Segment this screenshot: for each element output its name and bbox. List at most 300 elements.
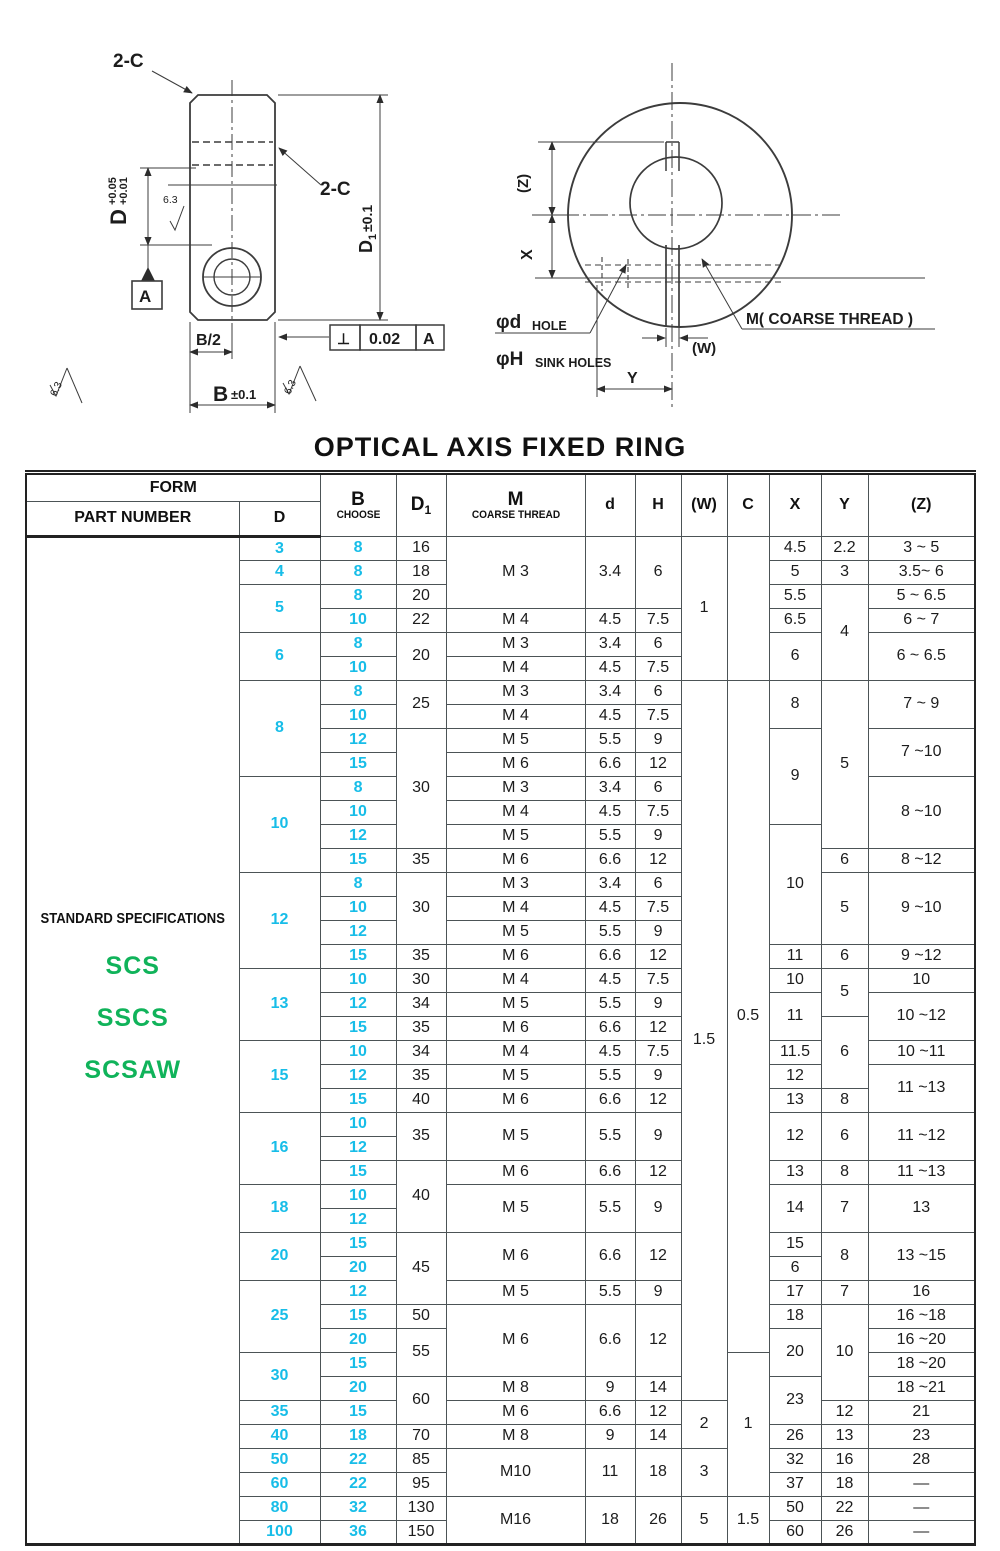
table-cell: M 5 <box>446 729 585 753</box>
dim-d-tol-top: +0.05 <box>107 177 119 205</box>
table-cell: 7.5 <box>635 1041 681 1065</box>
table-cell: 8 <box>320 777 396 801</box>
table-cell: M 5 <box>446 993 585 1017</box>
table-cell: 14 <box>635 1425 681 1449</box>
dim-y-label: Y <box>627 370 638 387</box>
table-cell: 8 <box>320 537 396 561</box>
table-cell: 5.5 <box>585 993 635 1017</box>
table-cell: 10 <box>821 1305 868 1401</box>
table-cell: 8 ~10 <box>868 777 975 849</box>
table-cell: 4.5 <box>585 897 635 921</box>
table-cell: 15 <box>320 945 396 969</box>
table-cell: 9 <box>635 1281 681 1305</box>
table-cell: 10 <box>320 1041 396 1065</box>
table-cell: 12 <box>320 921 396 945</box>
table-cell: 8 ~12 <box>868 849 975 873</box>
header-m <box>446 473 585 537</box>
table-cell: 6 <box>769 1257 821 1281</box>
table-cell: 4 <box>821 585 868 681</box>
table-cell: 6.6 <box>585 945 635 969</box>
table-cell: 23 <box>769 1377 821 1425</box>
finish-value-1: 6.3 <box>163 194 178 206</box>
table-cell: 3 <box>821 561 868 585</box>
table-cell: 36 <box>320 1521 396 1545</box>
table-cell: — <box>868 1473 975 1497</box>
table-cell: 6.6 <box>585 753 635 777</box>
table-cell: 7.5 <box>635 657 681 681</box>
table-cell: 6 <box>769 633 821 681</box>
header-m-letter: M <box>507 488 524 510</box>
table-cell: M 4 <box>446 609 585 633</box>
table-cell: 12 <box>635 1401 681 1425</box>
hole-h-symbol: φH <box>496 349 524 370</box>
dim-d-letter: D <box>106 209 131 225</box>
table-cell: 3.4 <box>585 537 635 609</box>
table-cell: 13 <box>868 1185 975 1233</box>
table-cell: 11 <box>769 945 821 969</box>
dim-d1-sub: 1 <box>367 233 379 240</box>
header-c: C <box>727 473 769 537</box>
table-cell: 7 <box>821 1281 868 1305</box>
table-body <box>26 537 975 1545</box>
table-cell: 15 <box>320 1089 396 1113</box>
table-cell: 4.5 <box>585 969 635 993</box>
table-cell: 40 <box>396 1089 446 1113</box>
header-d-small: d <box>585 473 635 537</box>
table-cell: 10 <box>320 609 396 633</box>
table-cell: 7.5 <box>635 897 681 921</box>
table-cell: 6 <box>635 777 681 801</box>
table-cell: M 6 <box>446 1161 585 1185</box>
table-cell: 9 ~10 <box>868 873 975 945</box>
table-cell: 7.5 <box>635 801 681 825</box>
table-cell: 3 <box>681 1449 727 1497</box>
table-cell: 6.6 <box>585 1401 635 1425</box>
table-cell: 3 ~ 5 <box>868 537 975 561</box>
dim-d-label <box>106 177 131 225</box>
table-cell: 10 <box>769 969 821 993</box>
table-cell: 12 <box>635 1305 681 1377</box>
dim-d-tol-bottom: +0.01 <box>118 177 130 205</box>
table-cell: 60 <box>396 1377 446 1425</box>
table-cell: 6 ~ 7 <box>868 609 975 633</box>
table-cell: 12 <box>635 945 681 969</box>
table-cell: M 6 <box>446 945 585 969</box>
form-code: SSCS <box>96 1003 169 1032</box>
table-cell: 4.5 <box>585 801 635 825</box>
specification-table <box>25 470 976 1546</box>
table-cell: 35 <box>396 849 446 873</box>
table-cell: 30 <box>396 729 446 849</box>
table-cell: 13 <box>239 969 320 1041</box>
table-cell: 10 ~12 <box>868 993 975 1041</box>
table-cell: M 3 <box>446 633 585 657</box>
table-cell: 30 <box>239 1353 320 1401</box>
standard-specifications-title: STANDARD SPECIFICATIONS <box>40 910 225 927</box>
table-cell: 15 <box>769 1233 821 1257</box>
table-cell: 12 <box>769 1065 821 1089</box>
table-cell: 0.5 <box>727 681 769 1353</box>
table-cell: 9 <box>769 729 821 825</box>
table-cell: 10 <box>239 777 320 873</box>
table-cell: 30 <box>396 873 446 945</box>
table-cell: 2 <box>681 1401 727 1449</box>
table-cell: 6 <box>635 873 681 897</box>
table-cell: 20 <box>320 1329 396 1353</box>
table-cell: 35 <box>239 1401 320 1425</box>
fcf-tolerance: 0.02 <box>369 331 401 348</box>
table-cell: 5.5 <box>769 585 821 609</box>
table-cell: 6 <box>821 945 868 969</box>
table-cell: 12 <box>635 753 681 777</box>
table-cell: 8 <box>320 585 396 609</box>
table-cell: 35 <box>396 1017 446 1041</box>
table-cell: 13 <box>769 1089 821 1113</box>
table-cell: 5 <box>239 585 320 633</box>
table-cell: 15 <box>239 1041 320 1113</box>
table-cell: 6 <box>821 1017 868 1089</box>
table-cell: M 6 <box>446 1401 585 1425</box>
table-cell: 26 <box>769 1425 821 1449</box>
table-cell: 20 <box>320 1257 396 1281</box>
table-cell: 7.5 <box>635 705 681 729</box>
table-cell: 12 <box>635 1089 681 1113</box>
header-b-letter: B <box>351 488 365 510</box>
table-cell: 10 <box>320 657 396 681</box>
table-cell: 6 <box>635 633 681 657</box>
table-cell: M 5 <box>446 1281 585 1305</box>
table-cell: 4.5 <box>585 657 635 681</box>
table-cell: 10 <box>320 969 396 993</box>
table-cell: 16 ~20 <box>868 1329 975 1353</box>
table-cell: 4.5 <box>769 537 821 561</box>
table-cell: 5.5 <box>585 921 635 945</box>
table-cell: 20 <box>396 633 446 681</box>
table-cell: 50 <box>769 1497 821 1521</box>
table-cell: 15 <box>320 1017 396 1041</box>
table-cell: M 3 <box>446 681 585 705</box>
table-cell: M 6 <box>446 1233 585 1281</box>
table-cell: 18 ~21 <box>868 1377 975 1401</box>
table-cell: 14 <box>635 1377 681 1401</box>
table-cell: 8 <box>320 681 396 705</box>
table-cell: 12 <box>320 1281 396 1305</box>
dim-d1-tol: ±0.1 <box>359 204 375 232</box>
finish-value-2: 6.3 <box>47 379 65 399</box>
chamfer-label-right: 2-C <box>320 179 351 200</box>
table-cell: 16 <box>239 1113 320 1185</box>
dim-w-label: (W) <box>692 340 717 357</box>
dim-b2-label: B/2 <box>196 332 221 349</box>
page-title: OPTICAL AXIS FIXED RING <box>313 432 687 462</box>
table-cell: 16 <box>396 537 446 561</box>
table-cell: 6 ~ 6.5 <box>868 633 975 681</box>
table-cell: 10 <box>320 1185 396 1209</box>
table-cell: 11 ~12 <box>868 1113 975 1161</box>
table-cell: 15 <box>320 1161 396 1185</box>
hole-h-text: SINK HOLES <box>535 356 612 370</box>
table-cell: M 6 <box>446 849 585 873</box>
table-cell: 22 <box>320 1473 396 1497</box>
table-cell: 10 <box>320 1113 396 1137</box>
dim-d1-label <box>356 205 379 253</box>
table-cell: 95 <box>396 1473 446 1497</box>
table-cell: 28 <box>868 1449 975 1473</box>
table-cell: 40 <box>239 1425 320 1449</box>
table-cell: 10 <box>868 969 975 993</box>
table-cell: 12 <box>635 1161 681 1185</box>
table-cell: 22 <box>821 1497 868 1521</box>
table-cell: 4.5 <box>585 705 635 729</box>
table-cell: 9 <box>635 993 681 1017</box>
table-cell: M 5 <box>446 1065 585 1089</box>
table-cell: 3.4 <box>585 681 635 705</box>
table-cell: M 8 <box>446 1425 585 1449</box>
table-cell: 12 <box>320 729 396 753</box>
table-cell: 40 <box>396 1161 446 1233</box>
table-cell: 50 <box>239 1449 320 1473</box>
table-cell: M 4 <box>446 897 585 921</box>
dim-b-tol: ±0.1 <box>231 387 257 402</box>
table-cell: 12 <box>635 849 681 873</box>
header-z: (Z) <box>868 473 975 537</box>
table-cell: 5 <box>681 1497 727 1545</box>
header-form: FORM <box>26 473 320 502</box>
table-cell: 10 <box>320 801 396 825</box>
table-cell: 9 <box>585 1425 635 1449</box>
table-cell: 9 <box>635 1065 681 1089</box>
table-cell: M 4 <box>446 1041 585 1065</box>
table-cell: 6.6 <box>585 1305 635 1377</box>
table-cell: 5 <box>821 681 868 849</box>
table-cell: 1.5 <box>681 681 727 1401</box>
table-cell: 12 <box>769 1113 821 1161</box>
table-cell: 15 <box>320 1401 396 1425</box>
table-cell: 22 <box>396 609 446 633</box>
table-cell: 15 <box>320 849 396 873</box>
table-cell: 7 ~ 9 <box>868 681 975 729</box>
table-cell: 8 <box>821 1089 868 1113</box>
table-cell: 5.5 <box>585 729 635 753</box>
table-cell: 12 <box>320 1137 396 1161</box>
header-y: Y <box>821 473 868 537</box>
table-cell: 37 <box>769 1473 821 1497</box>
table-cell: 6 <box>821 1113 868 1161</box>
table-cell: 150 <box>396 1521 446 1545</box>
table-cell: 16 ~18 <box>868 1305 975 1329</box>
table-cell: 4.5 <box>585 1041 635 1065</box>
table-cell: M 4 <box>446 801 585 825</box>
table-cell: 3 <box>239 537 320 561</box>
table-cell: 12 <box>320 1065 396 1089</box>
table-cell: 18 <box>769 1305 821 1329</box>
table-cell: M 4 <box>446 657 585 681</box>
table-cell: 9 <box>635 1113 681 1161</box>
table-cell: 5.5 <box>585 1281 635 1305</box>
table-cell: 6 <box>635 681 681 705</box>
table-cell: 3.4 <box>585 873 635 897</box>
table-cell: 10 ~11 <box>868 1041 975 1065</box>
table-cell: 130 <box>396 1497 446 1521</box>
table-cell: 18 <box>821 1473 868 1497</box>
table-cell: 9 <box>585 1377 635 1401</box>
table-cell: 32 <box>769 1449 821 1473</box>
table-cell: 13 ~15 <box>868 1233 975 1281</box>
table-cell: 10 <box>320 705 396 729</box>
table-cell: 30 <box>396 969 446 993</box>
table-cell: 85 <box>396 1449 446 1473</box>
table-cell: 18 ~20 <box>868 1353 975 1377</box>
table-cell: 6 <box>821 849 868 873</box>
table-cell: 7.5 <box>635 609 681 633</box>
table-cell: 12 <box>320 825 396 849</box>
table-cell: M 6 <box>446 753 585 777</box>
bore-circle <box>630 157 722 249</box>
table-cell: — <box>868 1497 975 1521</box>
table-cell: 20 <box>769 1329 821 1377</box>
table-cell: 6.6 <box>585 1161 635 1185</box>
table-cell: 100 <box>239 1521 320 1545</box>
table-cell: 15 <box>320 1233 396 1257</box>
table-cell: 9 <box>635 921 681 945</box>
table-cell: 11 ~13 <box>868 1161 975 1185</box>
table-cell: 5.5 <box>585 1065 635 1089</box>
table-cell: 16 <box>868 1281 975 1305</box>
table-cell: 26 <box>635 1497 681 1545</box>
header-w: (W) <box>681 473 727 537</box>
thread-label: M( COARSE THREAD ) <box>746 311 914 328</box>
table-cell: 60 <box>239 1473 320 1497</box>
table-cell: 18 <box>635 1449 681 1497</box>
table-cell: 17 <box>769 1281 821 1305</box>
header-d1-letter: D <box>410 493 425 515</box>
table-cell: 45 <box>396 1233 446 1305</box>
table-cell: 35 <box>396 1065 446 1089</box>
table-cell: 9 <box>635 825 681 849</box>
table-cell: 5 ~ 6.5 <box>868 585 975 609</box>
table-cell: M 6 <box>446 1089 585 1113</box>
table-cell: 5.5 <box>585 1113 635 1161</box>
table-cell: 34 <box>396 993 446 1017</box>
table-cell: 9 ~12 <box>868 945 975 969</box>
table-cell: 1 <box>681 537 727 681</box>
table-cell: 12 <box>320 993 396 1017</box>
table-cell: 12 <box>320 1209 396 1233</box>
table-cell: 5 <box>821 873 868 945</box>
table-cell: 6.6 <box>585 1089 635 1113</box>
table-cell: 20 <box>239 1233 320 1281</box>
table-cell: 18 <box>320 1425 396 1449</box>
table-cell: 50 <box>396 1305 446 1329</box>
dim-d1-letter: D <box>356 240 376 253</box>
table-cell <box>26 537 239 1545</box>
table-cell: 7 ~10 <box>868 729 975 777</box>
header-h: H <box>635 473 681 537</box>
table-cell: 21 <box>868 1401 975 1425</box>
table-cell: M 5 <box>446 1113 585 1161</box>
table-cell: 6.6 <box>585 849 635 873</box>
table-cell: 8 <box>320 561 396 585</box>
table-cell: 18 <box>239 1185 320 1233</box>
form-code: SCSAW <box>84 1056 182 1085</box>
table-cell: M 3 <box>446 537 585 609</box>
dim-z-label: (Z) <box>515 173 532 193</box>
table-cell: 18 <box>396 561 446 585</box>
table-cell: 3.4 <box>585 633 635 657</box>
table-cell: M 4 <box>446 705 585 729</box>
table-cell: 1 <box>727 1353 769 1497</box>
table-cell: 9 <box>635 1185 681 1233</box>
table-cell: 8 <box>821 1233 868 1281</box>
table-cell: M 6 <box>446 1305 585 1377</box>
table-cell: 6.6 <box>585 1233 635 1281</box>
table-cell: 5 <box>821 969 868 1017</box>
table-cell: 20 <box>396 585 446 609</box>
table-cell: 5.5 <box>585 1185 635 1233</box>
table-cell: 15 <box>320 1305 396 1329</box>
header-d1 <box>396 473 446 537</box>
finish-value-3: 6.3 <box>281 377 299 397</box>
fcf-datum: A <box>423 331 435 348</box>
table-cell: 5.5 <box>585 825 635 849</box>
table-cell: 3.4 <box>585 777 635 801</box>
table-cell: 14 <box>769 1185 821 1233</box>
table-cell: 35 <box>396 945 446 969</box>
header-d: D <box>239 502 320 537</box>
table-cell: 12 <box>821 1401 868 1425</box>
front-view-drawing <box>480 35 995 435</box>
table-cell: 6 <box>239 633 320 681</box>
table-cell: M 5 <box>446 921 585 945</box>
table-cell: 20 <box>320 1377 396 1401</box>
table-cell: 13 <box>821 1425 868 1449</box>
table-cell: 6.6 <box>585 1017 635 1041</box>
table-cell: 22 <box>320 1449 396 1473</box>
header-d1-sub: 1 <box>424 502 432 517</box>
header-x: X <box>769 473 821 537</box>
header-b <box>320 473 396 537</box>
header-part-number: PART NUMBER <box>26 502 239 537</box>
table-cell: 12 <box>635 1017 681 1041</box>
table-cell: 11 <box>585 1449 635 1497</box>
table-cell: 13 <box>769 1161 821 1185</box>
table-cell: 26 <box>821 1521 868 1545</box>
table-cell: 60 <box>769 1521 821 1545</box>
hole-d-symbol: φd <box>496 312 522 333</box>
table-cell: 7.5 <box>635 969 681 993</box>
dim-b-letter: B <box>213 383 229 406</box>
table-cell: 1.5 <box>727 1497 769 1545</box>
table-cell: 8 <box>821 1161 868 1185</box>
table-cell: 2.2 <box>821 537 868 561</box>
header-b-sub: CHOOSE <box>336 508 380 521</box>
form-code: SCS <box>105 951 160 980</box>
table-cell: 11.5 <box>769 1041 821 1065</box>
table-cell: 11 <box>769 993 821 1041</box>
table-cell: 16 <box>821 1449 868 1473</box>
table-cell: 8 <box>239 681 320 777</box>
table-cell: 35 <box>396 1113 446 1161</box>
table-cell: 7 <box>821 1185 868 1233</box>
table-cell: 5 <box>769 561 821 585</box>
hole-d-text: HOLE <box>532 319 567 333</box>
table-cell: 70 <box>396 1425 446 1449</box>
table-cell: 12 <box>635 1233 681 1281</box>
table-cell: M 3 <box>446 873 585 897</box>
table-cell: 4 <box>239 561 320 585</box>
fcf-symbol: ⊥ <box>337 331 351 348</box>
header-m-sub: COARSE THREAD <box>471 508 560 521</box>
